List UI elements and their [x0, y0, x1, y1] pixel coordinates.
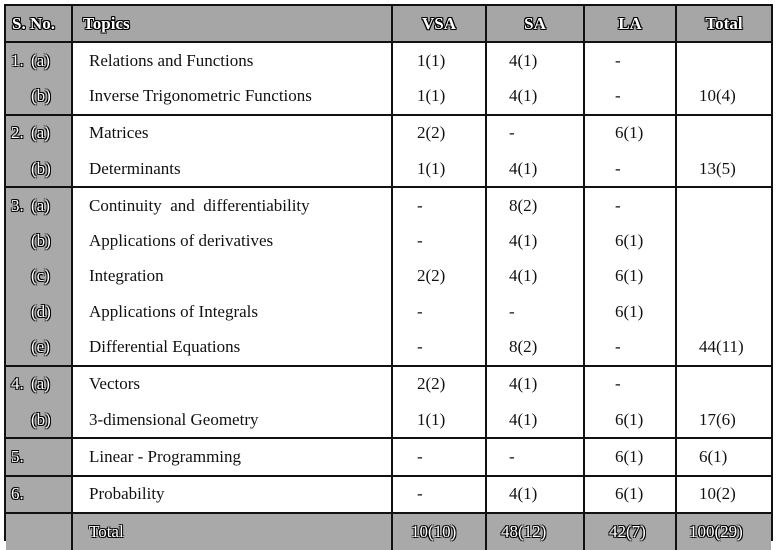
- vsa-cell: 2(2): [392, 259, 486, 294]
- vsa-cell: 1(1): [392, 42, 486, 78]
- sno-sub: (d): [31, 301, 51, 321]
- sa-cell: 4(1): [486, 402, 584, 438]
- total-label: Total: [72, 513, 392, 550]
- topic-cell: Integration: [72, 259, 392, 294]
- sno-sub: (b): [31, 409, 51, 429]
- topic-cell: Matrices: [72, 115, 392, 151]
- sno-sub: (a): [31, 374, 50, 394]
- sno-cell: [6, 42, 72, 78]
- sa-cell: -: [486, 294, 584, 329]
- sno-sub: (a): [31, 123, 50, 143]
- la-cell: -: [584, 42, 676, 78]
- sno-cell: [6, 329, 72, 365]
- topic-cell: Determinants: [72, 151, 392, 187]
- sno-cell: [6, 402, 72, 438]
- vsa-cell: -: [392, 438, 486, 475]
- sno-sub: (a): [31, 50, 50, 70]
- table-row: [6, 259, 771, 294]
- vsa-cell: -: [392, 329, 486, 365]
- topic-cell: Linear - Programming: [72, 438, 392, 475]
- table-row: [6, 476, 771, 513]
- vsa-cell: 1(1): [392, 402, 486, 438]
- la-cell: 6(1): [584, 294, 676, 329]
- sa-cell: 4(1): [486, 42, 584, 78]
- topic-cell: Applications of derivatives: [72, 223, 392, 258]
- sno-cell: [6, 223, 72, 258]
- sno-cell: [6, 151, 72, 187]
- la-cell: -: [584, 366, 676, 402]
- sno-sub: (b): [31, 231, 51, 251]
- topic-cell: Inverse Trigonometric Functions: [72, 78, 392, 114]
- sno-cell: [6, 259, 72, 294]
- sa-cell: 8(2): [486, 329, 584, 365]
- table-row: [6, 294, 771, 329]
- sa-cell: 4(1): [486, 78, 584, 114]
- total-vsa: 10(10): [392, 513, 486, 550]
- sa-cell: 4(1): [486, 151, 584, 187]
- sno-cell: [6, 115, 72, 151]
- sa-cell: 8(2): [486, 187, 584, 223]
- total-cell: [676, 259, 771, 294]
- sno-sub: (b): [31, 85, 51, 105]
- total-cell: [676, 42, 771, 78]
- la-cell: -: [584, 78, 676, 114]
- sno-cell: [6, 476, 72, 513]
- topic-cell: Continuity and differentiability: [72, 187, 392, 223]
- la-cell: 6(1): [584, 438, 676, 475]
- sno-cell: [6, 438, 72, 475]
- total-row: [6, 513, 771, 550]
- vsa-cell: 1(1): [392, 78, 486, 114]
- total-cell: 13(5): [676, 151, 771, 187]
- total-cell: [676, 223, 771, 258]
- table-row: [6, 223, 771, 258]
- topic-cell: Probability: [72, 476, 392, 513]
- header-total: Total: [676, 6, 771, 42]
- sno-number: 3.: [11, 195, 24, 215]
- total-la: 42(7): [584, 513, 676, 550]
- sno-number: 4.: [11, 374, 24, 394]
- sno-sub: (a): [31, 195, 50, 215]
- total-cell: [676, 294, 771, 329]
- header-vsa: VSA: [392, 6, 486, 42]
- la-cell: 6(1): [584, 223, 676, 258]
- sa-cell: 4(1): [486, 259, 584, 294]
- table-row: [6, 115, 771, 151]
- topic-cell: Vectors: [72, 366, 392, 402]
- marks-distribution-table: [6, 6, 771, 550]
- header-sno: S. No.: [6, 6, 72, 42]
- la-cell: 6(1): [584, 402, 676, 438]
- sa-cell: -: [486, 438, 584, 475]
- marks-distribution-table-frame: [4, 4, 773, 541]
- vsa-cell: -: [392, 476, 486, 513]
- header-topics: Topics: [72, 6, 392, 42]
- table-row: [6, 151, 771, 187]
- la-cell: 6(1): [584, 259, 676, 294]
- table-row: [6, 42, 771, 78]
- total-cell: [676, 115, 771, 151]
- sno-cell: [6, 366, 72, 402]
- table-row: [6, 329, 771, 365]
- vsa-cell: 1(1): [392, 151, 486, 187]
- sno-number: 5.: [11, 446, 24, 466]
- sno-number: 6.: [11, 484, 24, 504]
- total-cell: 6(1): [676, 438, 771, 475]
- total-cell: 10(4): [676, 78, 771, 114]
- header-row: [6, 6, 771, 42]
- vsa-cell: -: [392, 294, 486, 329]
- total-cell: [676, 187, 771, 223]
- sno-cell: [6, 187, 72, 223]
- total-cell: [676, 366, 771, 402]
- vsa-cell: 2(2): [392, 366, 486, 402]
- sno-sub: (e): [31, 337, 50, 357]
- vsa-cell: -: [392, 187, 486, 223]
- total-cell: 17(6): [676, 402, 771, 438]
- sa-cell: 4(1): [486, 476, 584, 513]
- table-row: [6, 187, 771, 223]
- la-cell: -: [584, 151, 676, 187]
- table-row: [6, 366, 771, 402]
- la-cell: 6(1): [584, 476, 676, 513]
- la-cell: -: [584, 329, 676, 365]
- total-cell: 44(11): [676, 329, 771, 365]
- topic-cell: 3-dimensional Geometry: [72, 402, 392, 438]
- la-cell: 6(1): [584, 115, 676, 151]
- sno-cell: [6, 78, 72, 114]
- total-total: 100(29): [676, 513, 771, 550]
- total-sno-cell: [6, 513, 72, 550]
- topic-cell: Relations and Functions: [72, 42, 392, 78]
- table-row: [6, 402, 771, 438]
- total-cell: 10(2): [676, 476, 771, 513]
- sno-sub: (c): [31, 266, 50, 286]
- vsa-cell: 2(2): [392, 115, 486, 151]
- sa-cell: 4(1): [486, 223, 584, 258]
- sa-cell: -: [486, 115, 584, 151]
- table-row: [6, 78, 771, 114]
- la-cell: -: [584, 187, 676, 223]
- table-row: [6, 438, 771, 475]
- total-sa: 48(12): [486, 513, 584, 550]
- vsa-cell: -: [392, 223, 486, 258]
- sno-number: 1.: [11, 50, 24, 70]
- topic-cell: Applications of Integrals: [72, 294, 392, 329]
- header-sa: SA: [486, 6, 584, 42]
- sno-sub: (b): [31, 158, 51, 178]
- sno-number: 2.: [11, 123, 24, 143]
- topic-cell: Differential Equations: [72, 329, 392, 365]
- sno-cell: [6, 294, 72, 329]
- sa-cell: 4(1): [486, 366, 584, 402]
- header-la: LA: [584, 6, 676, 42]
